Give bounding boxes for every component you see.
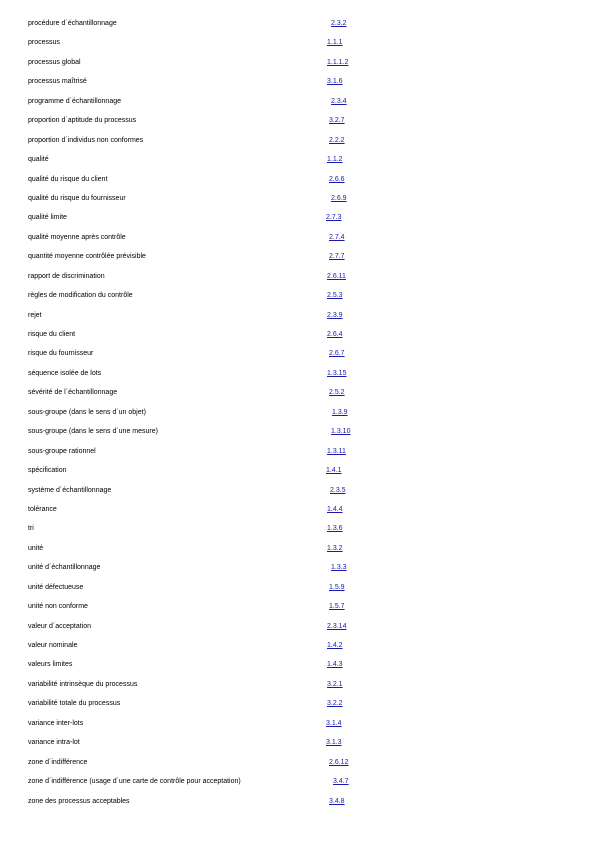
index-entry xyxy=(28,678,568,697)
index-entry xyxy=(28,639,568,658)
index-entry xyxy=(28,697,568,716)
index-entry xyxy=(28,795,568,814)
index-ref-link[interactable]: 2.3.14 xyxy=(327,622,347,630)
index-entry xyxy=(28,581,568,600)
index-ref-link[interactable]: 1.1.1 xyxy=(327,39,343,47)
index-term: qualité xyxy=(28,156,49,164)
index-term: risque du client xyxy=(28,331,76,338)
index-term: programme d´échantillonnage xyxy=(28,97,121,105)
index-ref-link[interactable]: 1.5.9 xyxy=(329,583,345,591)
index-term: valeurs limites xyxy=(28,661,73,669)
index-ref-link[interactable]: 1.3.2 xyxy=(327,544,343,552)
index-entry xyxy=(28,775,568,794)
index-ref-link[interactable]: 1.5.7 xyxy=(329,603,345,611)
index-entry xyxy=(28,464,568,483)
index-term: séquence isolée de lots xyxy=(28,369,102,377)
index-term: variance intra-lot xyxy=(28,739,80,747)
index-ref-link[interactable]: 2.6.9 xyxy=(331,194,347,202)
index-term: qualité limite xyxy=(28,214,67,222)
index-ref-link[interactable]: 2.7.4 xyxy=(329,233,345,241)
index-entry xyxy=(28,386,568,405)
index-entry xyxy=(28,736,568,755)
index-ref-link[interactable]: 1.3.10 xyxy=(331,428,351,436)
index-ref-link[interactable]: 1.4.1 xyxy=(326,467,342,475)
index-ref-link[interactable]: 2.3.4 xyxy=(331,97,347,105)
index-entry xyxy=(28,717,568,736)
index-term: règles de modification du contrôle xyxy=(28,292,133,300)
index-term: valeur d´acceptation xyxy=(28,622,92,630)
index-list xyxy=(28,17,568,814)
index-term: procédure d´échantillonnage xyxy=(28,20,117,27)
index-entry xyxy=(28,289,568,308)
index-entry xyxy=(28,425,568,444)
index-ref-link[interactable]: 2.7.3 xyxy=(326,214,342,222)
index-term: rapport de discrimination xyxy=(28,272,105,280)
index-term: qualité du risque du client xyxy=(28,175,108,183)
index-entry xyxy=(28,114,568,133)
index-term: risque du fournisseur xyxy=(28,350,94,358)
index-entry xyxy=(28,134,568,153)
index-term: zone d´indifférence xyxy=(28,758,88,766)
index-entry xyxy=(28,75,568,94)
index-ref-link[interactable]: 1.3.3 xyxy=(331,564,347,572)
index-term: unité xyxy=(28,544,44,552)
index-entry xyxy=(28,153,568,172)
index-ref-link[interactable]: 1.3.11 xyxy=(327,447,346,455)
index-entry xyxy=(28,173,568,192)
index-entry xyxy=(28,309,568,328)
index-term: zone d´indifférence (usage d´une carte de contrôle pour acceptation) xyxy=(28,778,241,786)
index-ref-link[interactable]: 2.3.5 xyxy=(330,486,346,494)
index-ref-link[interactable]: 2.6.6 xyxy=(329,175,345,183)
index-term: variabilité intrinsèque du processus xyxy=(28,680,138,688)
index-ref-link[interactable]: 1.3.9 xyxy=(332,408,348,416)
index-term: qualité du risque du fournisseur xyxy=(28,194,126,202)
index-ref-link[interactable]: 1.4.4 xyxy=(327,505,343,513)
index-entry xyxy=(28,484,568,503)
index-term: processus xyxy=(28,39,60,47)
index-entry xyxy=(28,56,568,75)
index-term: quantité moyenne contrôlée prévisible xyxy=(28,253,146,261)
index-ref-link[interactable]: 3.4.7 xyxy=(333,778,349,786)
index-entry xyxy=(28,503,568,522)
index-ref-link[interactable]: 2.6.7 xyxy=(329,350,345,358)
index-ref-link[interactable]: 1.4.3 xyxy=(327,661,343,669)
index-term: qualité moyenne après contrôle xyxy=(28,233,126,241)
index-ref-link[interactable]: 2.6.12 xyxy=(329,758,349,766)
index-term: variabilité totale du processus xyxy=(28,700,121,708)
index-entry xyxy=(28,231,568,250)
index-term: sous-groupe (dans le sens d´un objet) xyxy=(28,408,146,416)
index-ref-link[interactable]: 1.4.2 xyxy=(327,642,343,649)
index-term: tolérance xyxy=(28,505,57,513)
index-term: système d´échantillonnage xyxy=(28,486,112,494)
index-ref-link[interactable]: 1.1.1.2 xyxy=(327,58,349,66)
index-entry xyxy=(28,17,568,36)
index-ref-link[interactable]: 2.6.11 xyxy=(327,272,346,280)
index-ref-link[interactable]: 2.5.2 xyxy=(329,389,345,397)
index-ref-link[interactable]: 2.3.9 xyxy=(327,311,343,319)
index-ref-link[interactable]: 3.1.6 xyxy=(327,78,343,86)
index-term: spécification xyxy=(28,467,67,475)
index-entry xyxy=(28,36,568,55)
index-ref-link[interactable]: 3.2.1 xyxy=(327,680,343,688)
index-entry xyxy=(28,367,568,386)
index-entry xyxy=(28,522,568,541)
index-entry xyxy=(28,250,568,269)
index-term: proportion d´individus non conformes xyxy=(28,136,144,144)
index-entry xyxy=(28,561,568,580)
index-entry xyxy=(28,328,568,347)
index-entry xyxy=(28,347,568,366)
index-term: sévérité de l´échantillonnage xyxy=(28,389,118,397)
index-term: zone des processus acceptables xyxy=(28,797,130,805)
index-ref-link[interactable]: 3.2.7 xyxy=(329,117,345,125)
index-entry xyxy=(28,756,568,775)
index-entry xyxy=(28,445,568,464)
index-ref-link[interactable]: 2.5.3 xyxy=(327,292,343,300)
index-entry xyxy=(28,270,568,289)
index-term: processus maîtrisé xyxy=(28,78,87,86)
index-entry xyxy=(28,192,568,211)
index-ref-link[interactable]: 1.3.6 xyxy=(327,525,343,533)
index-ref-link[interactable]: 3.2.2 xyxy=(327,700,343,708)
index-entry xyxy=(28,95,568,114)
index-ref-link[interactable]: 3.4.8 xyxy=(329,797,345,805)
index-ref-link[interactable]: 2.7.7 xyxy=(329,253,345,261)
index-entry xyxy=(28,658,568,677)
index-ref-link[interactable]: 2.2.2 xyxy=(329,136,345,144)
index-ref-link[interactable]: 2.3.2 xyxy=(331,20,347,27)
index-entry xyxy=(28,211,568,230)
index-term: tri xyxy=(28,525,34,533)
index-ref-link[interactable]: 2.6.4 xyxy=(327,331,343,338)
index-entry xyxy=(28,620,568,639)
index-term: unité non conforme xyxy=(28,603,88,611)
index-entry xyxy=(28,542,568,561)
index-term: unité défectueuse xyxy=(28,583,84,591)
index-term: sous-groupe (dans le sens d´une mesure) xyxy=(28,428,158,436)
index-ref-link[interactable]: 3.1.4 xyxy=(326,719,342,727)
index-term: processus global xyxy=(28,58,81,66)
index-ref-link[interactable]: 1.1.2 xyxy=(327,156,343,164)
index-term: rejet xyxy=(28,311,42,319)
index-term: proportion d´aptitude du processus xyxy=(28,117,137,125)
index-term: valeur nominale xyxy=(28,642,78,649)
index-entry xyxy=(28,406,568,425)
index-entry xyxy=(28,600,568,619)
index-term: variance inter-lots xyxy=(28,719,84,727)
index-ref-link[interactable]: 3.1.3 xyxy=(326,739,342,747)
index-ref-link[interactable]: 1.3.15 xyxy=(327,369,347,377)
index-term: sous-groupe rationnel xyxy=(28,447,96,455)
index-term: unité d´échantillonnage xyxy=(28,564,101,572)
